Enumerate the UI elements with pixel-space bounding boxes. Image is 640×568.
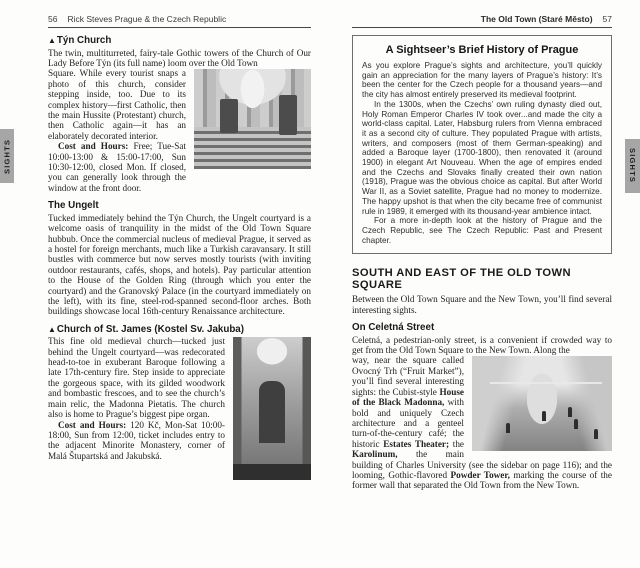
tyn-church-heading-label: Týn Church xyxy=(56,35,112,46)
sidebar-paragraph-3: For a more in-depth look at the history of Prague and the Czech Republic, see The Czech Republic: Past and Present chapter. xyxy=(362,216,602,245)
book-title: Rick Steves Prague & the Czech Republic xyxy=(67,14,227,24)
tyn-church-heading xyxy=(48,35,311,46)
celetna-run: marking the course of the former wall that separated the Old Town from the New Town. xyxy=(352,469,612,491)
celetna-street-heading xyxy=(352,322,612,333)
ungelt-heading-label: The Ungelt xyxy=(48,200,99,212)
ungelt-body-paragraph: Tucked immediately behind the Týn Church, the Ungelt courtyard is a welcome oasis of tranquility in the midst of the Old Town Square hubbub. Once the commercial nucleus of medieval Prague, it served as a hostel for foreign merchants, much like a Turkish caravansary. It still bustles with commerce but now serves mostly tourists (with inviting outdoor restaurants, cafés, shops, and hotels). Pay particular attention to the House of the Golden Ring (through which you enter the courtyard) and the Granovský Palace (in the courtyard immediately on the left), with its fine, steel-rod-spanned second-floor arches. Both buildings showcase local 16th-century Renaissance architecture. xyxy=(48,212,311,317)
sidebar-paragraph-1: As you explore Prague’s sights and architecture, you’ll quickly gain an appreciation for the many layers of Prague’s history: It’s been the center for the Czech people for a thousand years—and the city has almost entirely preserved its medieval footprint. xyxy=(362,61,602,100)
ungelt-heading xyxy=(48,200,311,211)
james-photo-pews xyxy=(233,464,311,480)
powder-tower-label: Powder Tower, xyxy=(450,469,510,480)
st-james-wrap-block xyxy=(48,336,311,484)
house-of-black-madonna-label: House of the Black Madonna, xyxy=(352,386,464,408)
sidebar-paragraph-2: In the 1300s, when the Czechs’ own ruling dynasty died out, Holy Roman Emperor Charles IV took over...and made the city a world-class capital. Later, Habsburg rulers from Vienna embraced it as a second city of culture. They populated Prague with artists, writers, and composers (most of them German-speaking) and added a Baroque layer (1700-1800), then renovated it (around 1900) in elegant Art Nouveau. When the age of empires ended and the Czechs and Slovaks finally created their own nation (1918), Prague was the obvious choice as capital. But after World War II, as a Soviet satellite, Prague had no money to modernize. The happy upshot is that when the city became free of communist rule in 1989, it emerged with its thousand-year ambience intact. xyxy=(362,99,602,216)
celetna-run: the xyxy=(449,438,464,449)
celetna-street-photo xyxy=(472,356,612,451)
celetna-heading-label: On Celetná Street xyxy=(352,322,435,334)
celetna-intro-paragraph: Celetná, a pedestrian-only street, is a convenient if crowded way to get from the Old Town Square to the New Town. Along the xyxy=(352,334,612,356)
running-header-right xyxy=(352,14,612,28)
tyn-photo-altar-right xyxy=(279,95,297,135)
st-james-cost-text: 120 Kč, Mon-Sat 10:00-18:00, Sun from 12:00, ticket includes entry to the adjacent Minorite Monastery, corner of Malá Štupartská and Jakubská. xyxy=(48,419,225,461)
celetna-wrap-block xyxy=(352,355,612,490)
estates-theater-label: Estates Theater; xyxy=(383,438,450,449)
page-left xyxy=(48,14,311,484)
pedestrian-figure xyxy=(542,411,546,421)
pedestrian-figure xyxy=(594,429,598,439)
south-east-section-heading: SOUTH AND EAST OF THE OLD TOWN SQUARE xyxy=(352,267,571,292)
tyn-photo-altar xyxy=(220,99,238,133)
celetna-run: way, near the square called Ovocný Trh (“Fruit Market”), you’ll find several interesting sights: the Cubist-style xyxy=(352,355,464,397)
page-number-right: 57 xyxy=(602,14,612,24)
page-right xyxy=(352,14,612,491)
running-header-left xyxy=(48,14,311,28)
sight-rating-triangle-icon: ▲ xyxy=(48,324,56,334)
pedestrian-figure xyxy=(506,423,510,433)
street-banner xyxy=(490,382,602,384)
chapter-title: The Old Town (Staré Město) xyxy=(480,14,593,24)
history-sidebar-box xyxy=(352,35,612,254)
tyn-church-intro-paragraph: The twin, multiturreted, fairy-tale Gothic towers of the Church of Our Lady Before Týn (its full name) loom over the Old Town xyxy=(48,47,311,68)
st-james-body-paragraph: This fine old medieval church—tucked just behind the Ungelt courtyard—was redecorated head-to-toe in exuberant Baroque following a late 17th-century fire. Step inside to appreciate the gorgeous space, with its gilded woodwork and bombastic frescoes, and to see the church’s main relic, the Madonna Pietatis. The church also is home to Prague’s biggest pipe organ. xyxy=(48,336,225,420)
st-james-interior-photo xyxy=(233,337,311,480)
tyn-cost-text: Free; Tue-Sat 10:00-13:00 & 15:00-17:00, Sun 10:30-12:00, closed Mon. If closed, you can generally look through the window at the front door. xyxy=(48,141,186,193)
sidebar-title: A Sightseer’s Brief History of Prague xyxy=(385,44,579,56)
tyn-church-body-paragraph: Square. While every tourist snaps a photo of this church, consider stepping inside, too. Due to its complex history—first Catholic, then the main Hussite (Protestant) church, then Catholic again—it has an elaborately decorated interior. xyxy=(48,68,186,141)
cost-and-hours-label: Cost and Hours: xyxy=(58,419,127,430)
tyn-church-wrap-block xyxy=(48,68,311,193)
st-james-heading-label: Church of St. James (Kostel Sv. Jakuba) xyxy=(56,323,245,335)
sight-rating-triangle-icon: ▲ xyxy=(48,36,56,45)
south-east-intro-paragraph: Between the Old Town Square and the New Town, you’ll find several interesting sights. xyxy=(352,294,612,315)
cost-and-hours-label: Cost and Hours: xyxy=(58,141,129,152)
celetna-run: with bold and uniquely Czech architecture and a genteel turn-of-the-century café; the historic xyxy=(352,397,464,449)
pedestrian-figure xyxy=(574,419,578,429)
celetna-run: the main building of Charles University (see the sidebar on page 116); and the looming, Gothic-flavored xyxy=(352,449,612,480)
sights-tab-right: SIGHTS xyxy=(625,139,640,193)
page-number-left: 56 xyxy=(48,14,58,24)
st-james-heading xyxy=(48,324,311,335)
james-photo-altar xyxy=(259,381,285,443)
karolinum-label: Karolinum, xyxy=(352,449,398,460)
pedestrian-figure xyxy=(568,407,572,417)
sights-tab-left: SIGHTS xyxy=(0,129,14,183)
tyn-church-interior-photo xyxy=(194,69,311,169)
